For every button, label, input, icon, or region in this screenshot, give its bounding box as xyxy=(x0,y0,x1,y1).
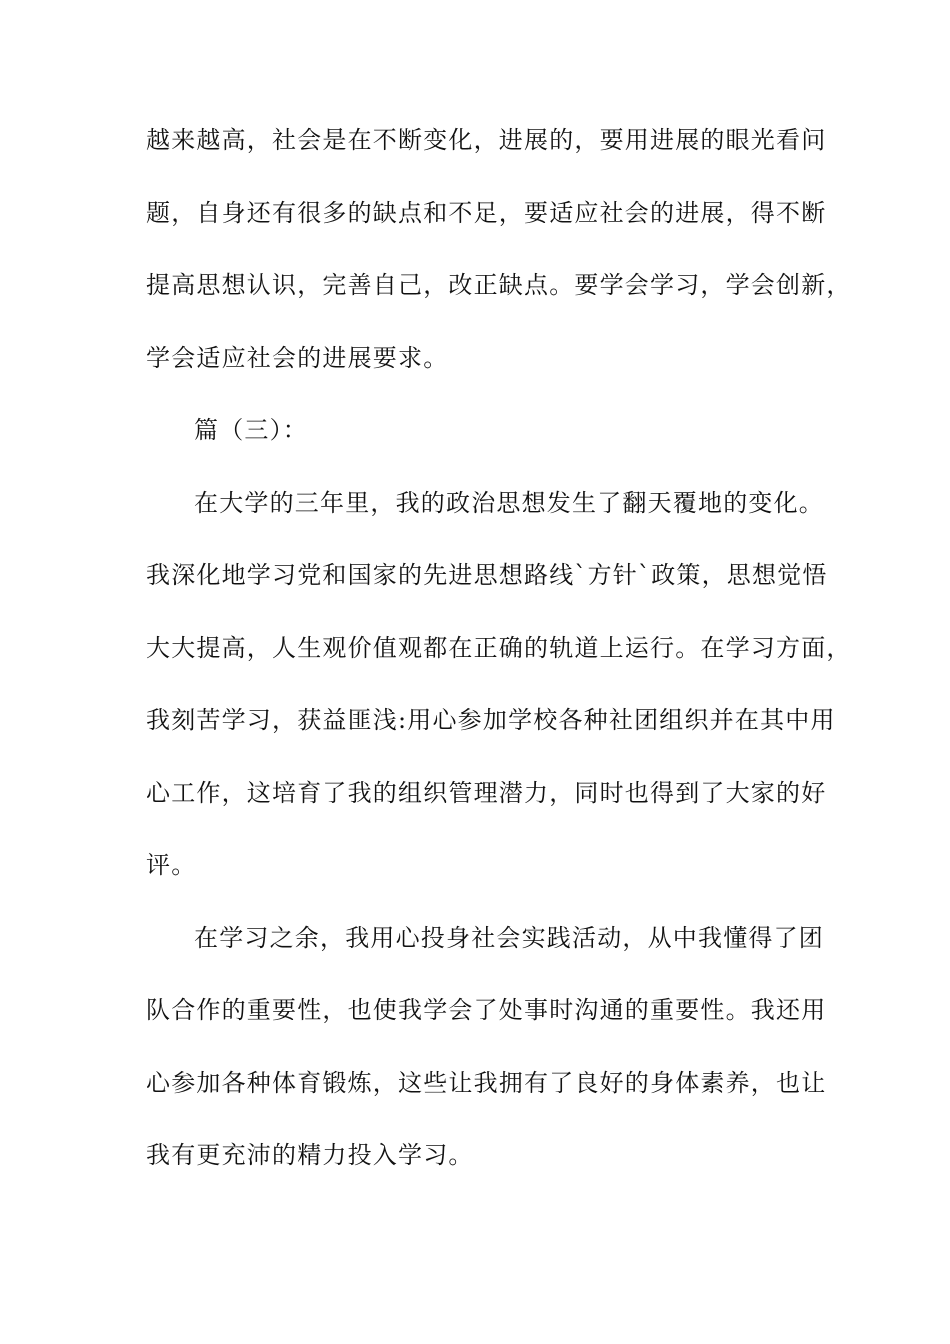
text-line: 心工作，这培育了我的组织管理潜力，同时也得到了大家的好 xyxy=(146,778,827,807)
text-line: 我刻苦学习，获益匪浅:用心参加学校各种社团组织并在其中用 xyxy=(146,706,836,734)
text-line: 我深化地学习党和国家的先进思想路线`方针`政策，思想觉悟 xyxy=(146,561,828,589)
text-line: 大大提高，人生观价值观都在正确的轨道上运行。在学习方面， xyxy=(146,633,852,662)
section-heading: 篇（三）： xyxy=(194,416,308,444)
text-line: 队合作的重要性，也使我学会了处事时沟通的重要性。我还用 xyxy=(146,996,827,1024)
text-line: 提高思想认识，完善自己，改正缺点。要学会学习，学会创新， xyxy=(146,271,852,299)
text-line: 心参加各种体育锻炼，这些让我拥有了良好的身体素养，也让 xyxy=(146,1068,827,1097)
paragraph-first-line: 在学习之余，我用心投身社会实践活动，从中我懂得了团 xyxy=(194,923,824,952)
text-line: 我有更充沛的精力投入学习。 xyxy=(146,1141,474,1169)
paragraph-first-line: 在大学的三年里，我的政治思想发生了翻天覆地的变化。 xyxy=(194,488,824,517)
document-body xyxy=(146,126,852,1216)
text-line: 评。 xyxy=(146,851,197,879)
text-line: 学会适应社会的进展要求。 xyxy=(146,343,449,372)
text-line: 越来越高，社会是在不断变化，进展的，要用进展的眼光看问 xyxy=(146,126,827,154)
text-line: 题，自身还有很多的缺点和不足，要适应社会的进展，得不断 xyxy=(146,198,827,227)
